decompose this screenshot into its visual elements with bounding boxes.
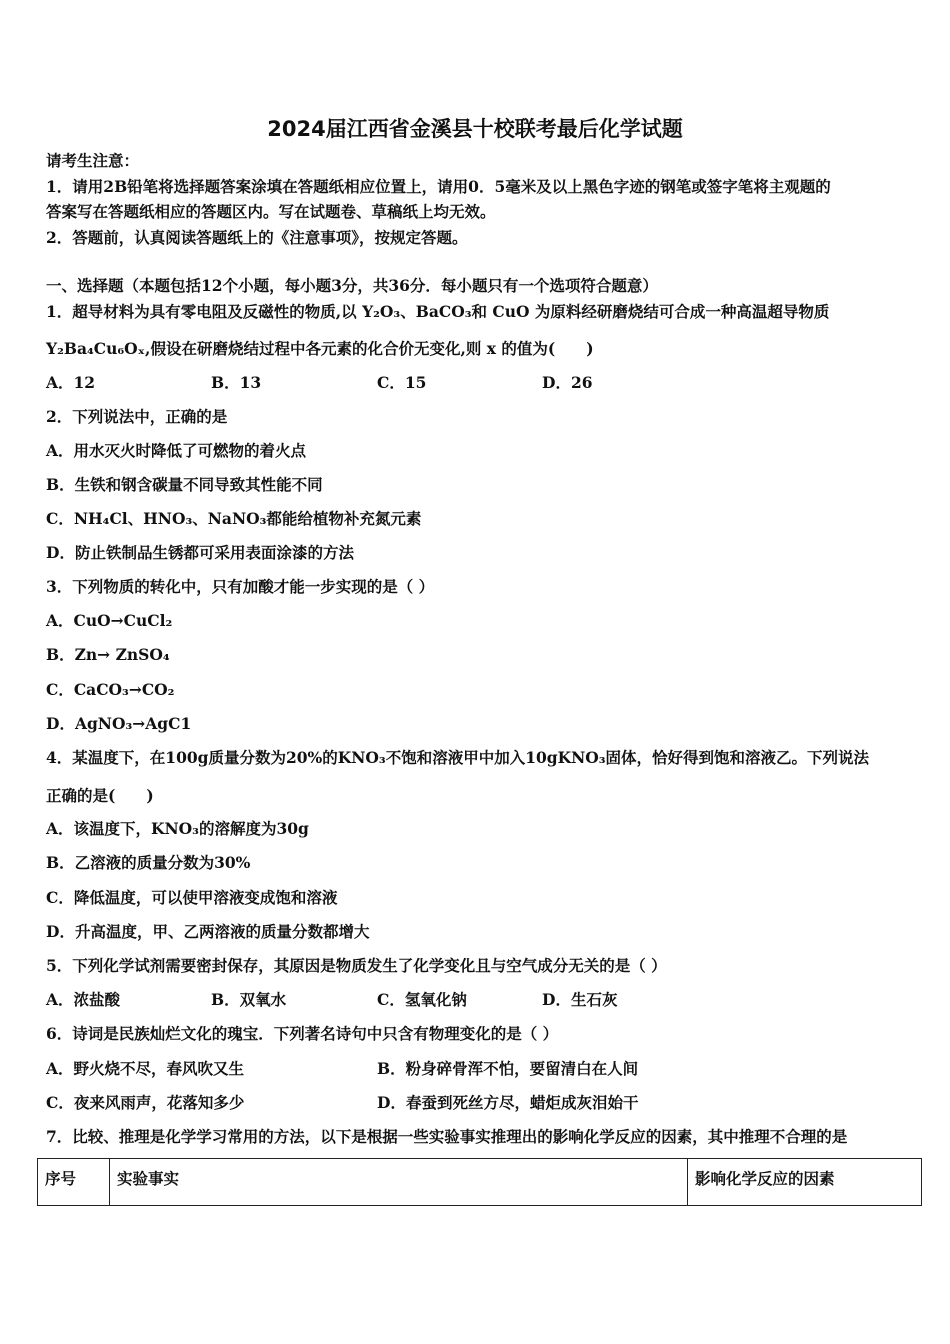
q6-option-b: B．粉身碎骨浑不怕，要留清白在人间 bbox=[377, 1059, 639, 1078]
q2-option-a: A．用水灭火时降低了可燃物的着火点 bbox=[46, 441, 307, 460]
question-3-stem: 3．下列物质的转化中，只有加酸才能一步实现的是（ ） bbox=[46, 577, 435, 596]
q3-option-c: C．CaCO₃→CO₂ bbox=[46, 680, 175, 699]
question-4-line-2: 正确的是( ) bbox=[46, 786, 154, 805]
q4-option-b: B．乙溶液的质量分数为30% bbox=[46, 853, 251, 872]
q4-option-a: A．该温度下，KNO₃的溶解度为30g bbox=[46, 819, 309, 838]
question-2-stem: 2．下列说法中，正确的是 bbox=[46, 407, 228, 426]
question-1-line-1: 1．超导材料为具有零电阻及反磁性的物质,以 Y₂O₃、BaCO₃和 CuO 为原料经研磨烧结可合成一种高温超导物质 bbox=[46, 302, 830, 321]
question-7-table bbox=[37, 1158, 922, 1206]
q6-option-d: D．春蚕到死丝方尽，蜡炬成灰泪始干 bbox=[377, 1093, 639, 1112]
q2-option-b: B．生铁和钢含碳量不同导致其性能不同 bbox=[46, 475, 323, 494]
q1-option-c: C．15 bbox=[377, 373, 427, 392]
q5-option-b: B．双氧水 bbox=[211, 990, 287, 1009]
notice-item-1-line-2: 答案写在答题纸相应的答题区内。写在试题卷、草稿纸上均无效。 bbox=[46, 202, 496, 221]
table-header-factor: 影响化学反应的因素 bbox=[688, 1159, 922, 1206]
q5-option-c: C．氢氧化钠 bbox=[377, 990, 467, 1009]
q5-option-a: A．浓盐酸 bbox=[46, 990, 121, 1009]
q5-option-d: D．生石灰 bbox=[542, 990, 618, 1009]
question-4-line-1: 4．某温度下，在100g质量分数为20%的KNO₃不饱和溶液甲中加入10gKNO₃固体，恰好得到饱和溶液乙。下列说法 bbox=[46, 748, 870, 767]
question-1-line-2: Y₂Ba₄Cu₆Oₓ,假设在研磨烧结过程中各元素的化合价无变化,则 x 的值为( ) bbox=[46, 339, 594, 358]
page-title: 2024届江西省金溪县十校联考最后化学试题 bbox=[267, 117, 683, 141]
q6-option-a: A．野火烧不尽，春风吹又生 bbox=[46, 1059, 245, 1078]
q6-option-c: C．夜来风雨声，花落知多少 bbox=[46, 1093, 245, 1112]
notice-item-1-line-1: 1．请用2B铅笔将选择题答案涂填在答题纸相应位置上，请用0．5毫米及以上黑色字迹的钢笔或签字笔将主观题的 bbox=[46, 177, 831, 196]
q1-option-a: A．12 bbox=[46, 373, 96, 392]
notice-item-2: 2．答题前，认真阅读答题纸上的《注意事项》，按规定答题。 bbox=[46, 228, 468, 247]
q3-option-b: B．Zn→ ZnSO₄ bbox=[46, 645, 170, 664]
q2-option-c: C．NH₄Cl、HNO₃、NaNO₃都能给植物补充氮元素 bbox=[46, 509, 422, 528]
q2-option-d: D．防止铁制品生锈都可采用表面涂漆的方法 bbox=[46, 543, 354, 562]
notice-heading: 请考生注意： bbox=[46, 151, 140, 170]
section-heading: 一、选择题（本题包括12个小题，每小题3分，共36分．每小题只有一个选项符合题意） bbox=[46, 276, 658, 295]
question-7-stem: 7．比较、推理是化学学习常用的方法，以下是根据一些实验事实推理出的影响化学反应的因素，其中推理不合理的是 bbox=[46, 1127, 848, 1146]
q4-option-d: D．升高温度，甲、乙两溶液的质量分数都增大 bbox=[46, 922, 370, 941]
table-header-fact: 实验事实 bbox=[110, 1159, 688, 1206]
q4-option-c: C．降低温度，可以使甲溶液变成饱和溶液 bbox=[46, 888, 338, 907]
question-5-stem: 5．下列化学试剂需要密封保存，其原因是物质发生了化学变化且与空气成分无关的是（ ） bbox=[46, 956, 667, 975]
q3-option-d: D．AgNO₃→AgC1 bbox=[46, 714, 192, 733]
q1-option-d: D．26 bbox=[542, 373, 593, 392]
question-6-stem: 6．诗词是民族灿烂文化的瑰宝．下列著名诗句中只含有物理变化的是（ ） bbox=[46, 1024, 559, 1043]
q3-option-a: A．CuO→CuCl₂ bbox=[46, 611, 173, 630]
table-header-index: 序号 bbox=[38, 1159, 110, 1206]
q1-option-b: B．13 bbox=[211, 373, 262, 392]
table-header-row bbox=[38, 1159, 922, 1206]
